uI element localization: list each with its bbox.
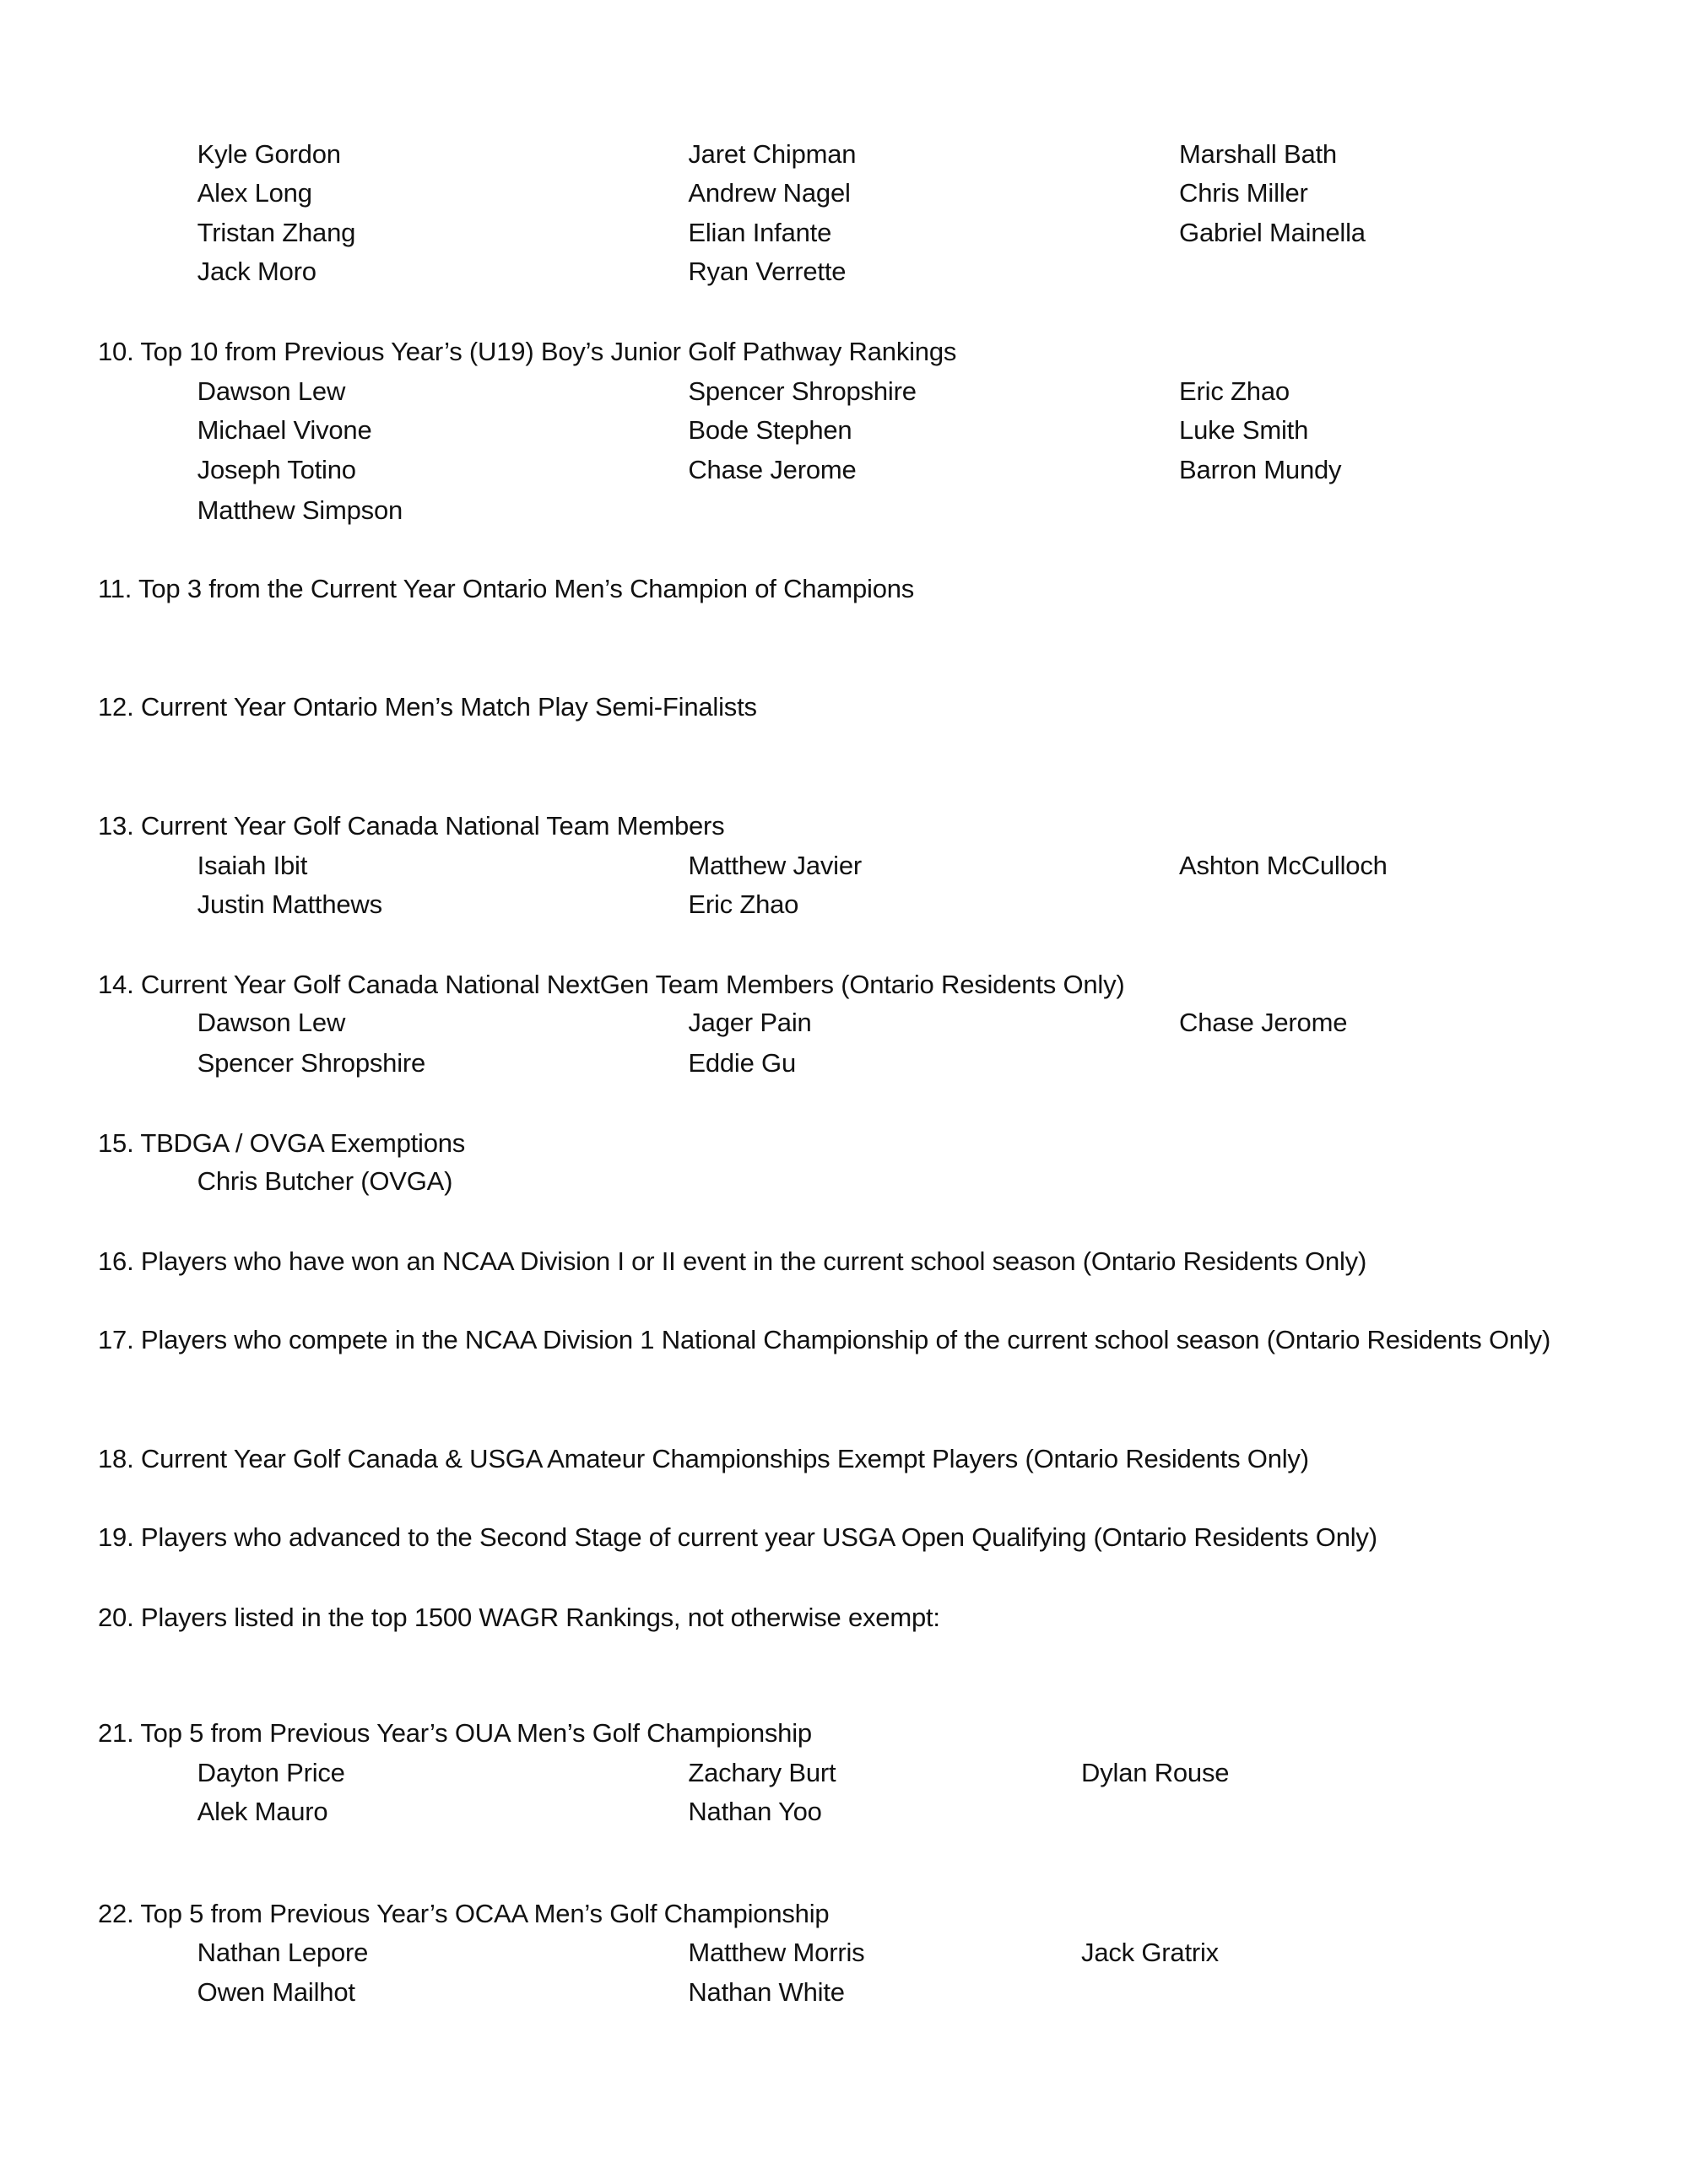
player-name: Bode Stephen xyxy=(688,414,852,445)
player-name: Michael Vivone xyxy=(197,414,372,445)
player-name: Spencer Shropshire xyxy=(688,376,917,407)
player-name: Alex Long xyxy=(197,177,312,208)
player-name: Nathan Yoo xyxy=(688,1797,822,1827)
player-name: Eric Zhao xyxy=(688,889,799,919)
player-name: Andrew Nagel xyxy=(688,177,851,208)
player-name: Luke Smith xyxy=(1179,414,1309,445)
player-name: Gabriel Mainella xyxy=(1179,218,1366,248)
player-name: Dylan Rouse xyxy=(1081,1758,1230,1788)
player-name: Eddie Gu xyxy=(688,1047,797,1078)
section-heading: 12. Current Year Ontario Men’s Match Play Semi-Finalists xyxy=(98,692,757,722)
player-name: Ryan Verrette xyxy=(688,256,847,286)
player-name: Ashton McCulloch xyxy=(1179,851,1388,881)
player-name: Alek Mauro xyxy=(197,1797,328,1827)
player-name: Chase Jerome xyxy=(688,455,857,485)
section-heading: 14. Current Year Golf Canada National NextGen Team Members (Ontario Residents Only) xyxy=(98,969,1125,999)
player-name: Jack Moro xyxy=(197,256,316,286)
player-name: Chris Butcher (OVGA) xyxy=(197,1166,453,1197)
section-heading: 11. Top 3 from the Current Year Ontario Men’s Champion of Champions xyxy=(98,573,915,603)
player-name: Spencer Shropshire xyxy=(197,1047,426,1078)
player-name: Dawson Lew xyxy=(197,1008,346,1038)
player-name: Owen Mailhot xyxy=(197,1977,355,2008)
player-name: Nathan White xyxy=(688,1977,845,2008)
player-name: Jaret Chipman xyxy=(688,139,857,169)
section-heading: 10. Top 10 from Previous Year’s (U19) Boy’s Junior Golf Pathway Rankings xyxy=(98,336,957,366)
player-name: Nathan Lepore xyxy=(197,1937,369,1967)
section-heading: 17. Players who compete in the NCAA Division 1 National Championship of the current school season (Ontario Residents Only) xyxy=(98,1325,1551,1355)
player-name: Isaiah Ibit xyxy=(197,851,308,881)
player-name: Justin Matthews xyxy=(197,889,382,919)
player-name: Chase Jerome xyxy=(1179,1008,1348,1038)
section-heading: 18. Current Year Golf Canada & USGA Amateur Championships Exempt Players (Ontario Residents Only) xyxy=(98,1443,1309,1473)
player-name: Matthew Simpson xyxy=(197,495,403,525)
player-name: Elian Infante xyxy=(688,218,832,248)
section-heading: 22. Top 5 from Previous Year’s OCAA Men’s Golf Championship xyxy=(98,1898,830,1928)
player-name: Joseph Totino xyxy=(197,455,356,485)
player-name: Eric Zhao xyxy=(1179,376,1290,407)
section-heading: 15. TBDGA / OVGA Exemptions xyxy=(98,1127,466,1158)
section-heading: 21. Top 5 from Previous Year’s OUA Men’s Golf Championship xyxy=(98,1717,812,1748)
section-heading: 19. Players who advanced to the Second Stage of current year USGA Open Qualifying (Ontario Residents Only) xyxy=(98,1522,1377,1552)
section-heading: 20. Players listed in the top 1500 WAGR Rankings, not otherwise exempt: xyxy=(98,1602,940,1632)
player-name: Chris Miller xyxy=(1179,177,1308,208)
player-name: Kyle Gordon xyxy=(197,139,341,169)
section-heading: 16. Players who have won an NCAA Division I or II event in the current school season (Ontario Residents Only) xyxy=(98,1246,1367,1277)
player-name: Jack Gratrix xyxy=(1081,1937,1219,1967)
player-name: Matthew Javier xyxy=(688,851,863,881)
player-name: Zachary Burt xyxy=(688,1758,836,1788)
player-name: Barron Mundy xyxy=(1179,455,1342,485)
player-name: Jager Pain xyxy=(688,1008,812,1038)
player-name: Dayton Price xyxy=(197,1758,345,1788)
player-name: Tristan Zhang xyxy=(197,218,356,248)
player-name: Dawson Lew xyxy=(197,376,346,407)
player-name: Matthew Morris xyxy=(688,1937,865,1967)
player-name: Marshall Bath xyxy=(1179,139,1337,169)
section-heading: 13. Current Year Golf Canada National Team Members xyxy=(98,810,725,841)
